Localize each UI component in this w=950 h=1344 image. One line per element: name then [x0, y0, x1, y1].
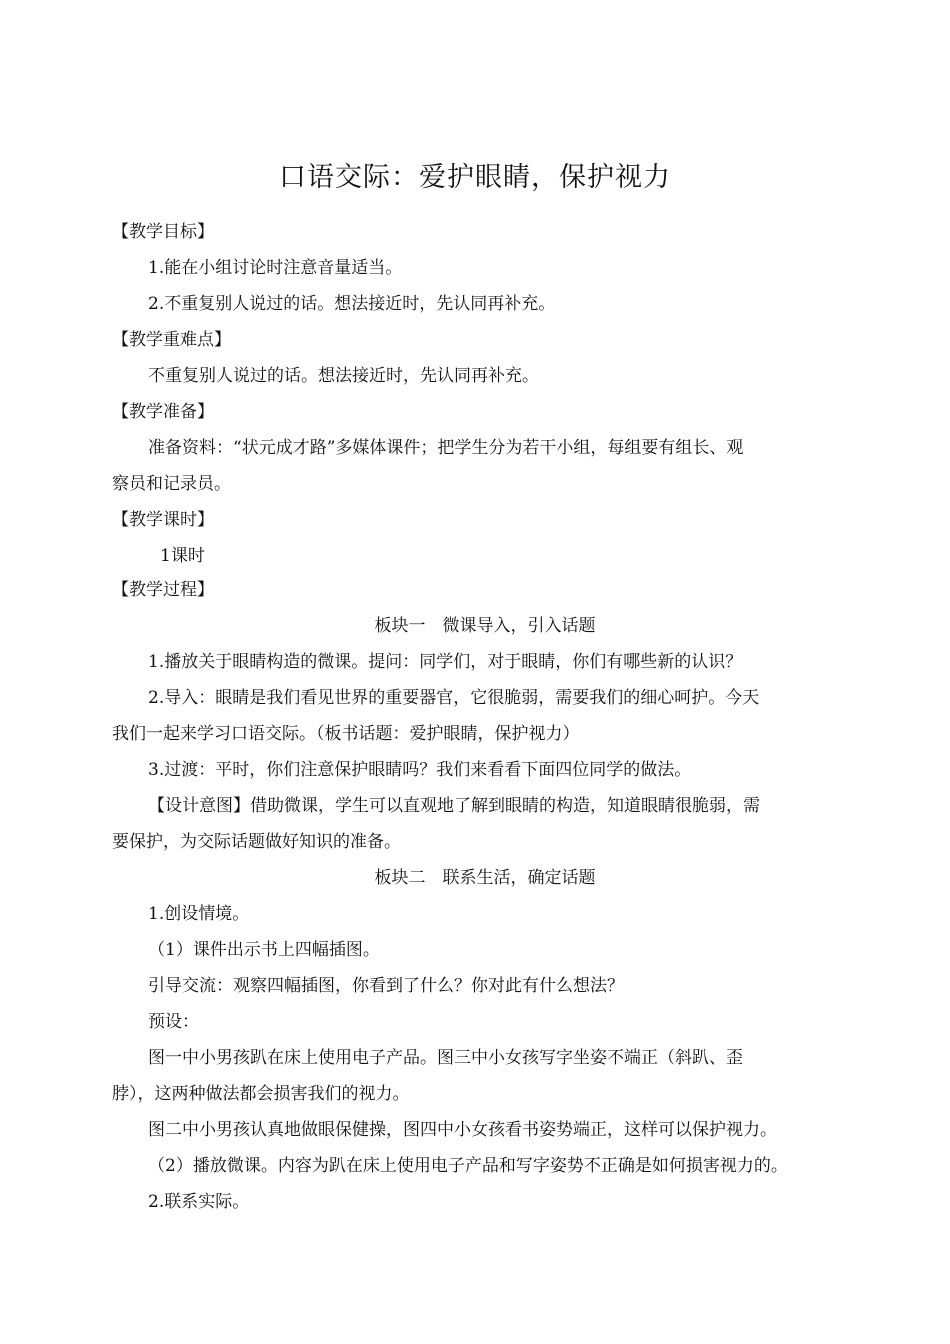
- block1-heading: 板块一 微课导入，引入话题: [374, 616, 596, 636]
- hours-heading: 【教学课时】: [112, 510, 214, 530]
- paragraph: 1.播放关于眼睛构造的微课。提问：同学们，对于眼睛，你们有哪些新的认识？: [148, 652, 743, 672]
- paragraph: 2.导入：眼睛是我们看见世界的重要器官，它很脆弱，需要我们的细心呵护。今天: [148, 688, 760, 708]
- keypoints-text: 不重复别人说过的话。想法接近时，先认同再补充。: [148, 366, 539, 386]
- preparation-text: 察员和记录员。: [112, 474, 231, 494]
- paragraph: 图二中小男孩认真地做眼保健操，图四中小女孩看书姿势端正，这样可以保护视力。: [148, 1120, 777, 1140]
- paragraph: 1.创设情境。: [148, 904, 250, 924]
- preparation-heading: 【教学准备】: [112, 402, 214, 422]
- block2-heading: 板块二 联系生活，确定话题: [374, 868, 596, 888]
- document-title: 口语交际：爱护眼睛，保护视力: [279, 162, 671, 193]
- paragraph: （2）播放微课。内容为趴在床上使用电子产品和写字姿势不正确是如何损害视力的。: [148, 1156, 788, 1176]
- paragraph: （1）课件出示书上四幅插图。: [148, 940, 380, 960]
- paragraph: 图一中小男孩趴在床上使用电子产品。图三中小女孩写字坐姿不端正（斜趴、歪: [148, 1048, 743, 1068]
- objective-item: 1.能在小组讨论时注意音量适当。: [148, 258, 403, 278]
- paragraph: 脖），这两种做法都会损害我们的视力。: [112, 1084, 410, 1104]
- hours-text: 1课时: [160, 546, 205, 566]
- paragraph: 3.过渡：平时，你们注意保护眼睛吗？我们来看看下面四位同学的做法。: [148, 760, 692, 780]
- paragraph: 我们一起来学习口语交际。（板书话题：爱护眼睛，保护视力）: [112, 724, 580, 744]
- keypoints-heading: 【教学重难点】: [112, 330, 231, 350]
- preparation-text: 准备资料：“状元成才路”多媒体课件；把学生分为若干小组，每组要有组长、观: [148, 438, 744, 458]
- objective-item: 2.不重复别人说过的话。想法接近时，先认同再补充。: [148, 294, 556, 314]
- paragraph: 预设：: [148, 1012, 199, 1032]
- design-intent: 要保护，为交际话题做好知识的准备。: [112, 832, 401, 852]
- paragraph: 引导交流：观察四幅插图，你看到了什么？你对此有什么想法？: [148, 976, 624, 996]
- process-heading: 【教学过程】: [112, 580, 214, 600]
- design-intent: 【设计意图】借助微课，学生可以直观地了解到眼睛的构造，知道眼睛很脆弱，需: [148, 796, 760, 816]
- objectives-heading: 【教学目标】: [112, 222, 214, 242]
- paragraph: 2.联系实际。: [148, 1192, 250, 1212]
